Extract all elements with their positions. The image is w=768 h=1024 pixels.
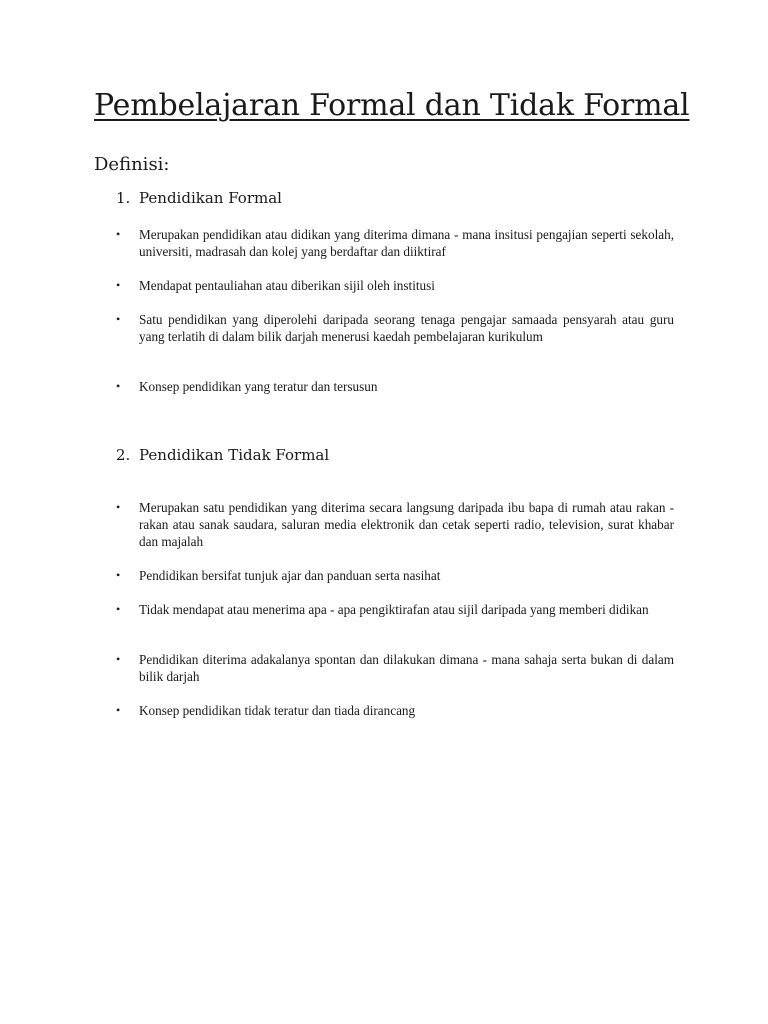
list-item-text: Mendapat pentauliahan atau diberikan sijil oleh institusi (139, 278, 435, 293)
list-item (116, 378, 674, 395)
list-item-text: Konsep pendidikan yang teratur dan tersusun (139, 379, 378, 394)
list-item-text: Pendidikan diterima adakalanya spontan dan dilakukan dimana - mana sahaja serta bukan di dalam bilik darjah (139, 652, 674, 684)
bullet-icon: • (116, 227, 121, 241)
section-heading-tidak-formal (116, 446, 329, 464)
bullet-icon: • (116, 652, 121, 666)
list-item (116, 311, 674, 345)
bullet-icon: • (116, 278, 121, 292)
bullet-icon: • (116, 379, 121, 393)
list-item (116, 651, 674, 685)
list-item-text: Tidak mendapat atau menerima apa - apa pengiktirafan atau sijil daripada yang memberi didikan (139, 602, 649, 617)
list-item-text: Konsep pendidikan tidak teratur dan tiada dirancang (139, 703, 416, 718)
list-item-text: Merupakan pendidikan atau didikan yang diterima dimana - mana insitusi pengajian seperti sekolah, universiti, madrasah dan kolej yang berdaftar dan diiktiraf (139, 227, 674, 259)
bullet-icon: • (116, 312, 121, 326)
section-heading-formal (116, 189, 282, 207)
list-item (116, 499, 674, 550)
list-item-text: Satu pendidikan yang diperolehi daripada seorang tenaga pengajar samaada pensyarah atau guru yang terlatih di dalam bilik darjah menerusi kaedah pembelajaran kurikulum (139, 312, 674, 344)
definition-label: Definisi: (94, 154, 170, 175)
bullet-icon: • (116, 568, 121, 582)
bullet-icon: • (116, 500, 121, 514)
list-item (116, 702, 674, 719)
list-item-text: Pendidikan bersifat tunjuk ajar dan panduan serta nasihat (139, 568, 441, 583)
section-title: Pendidikan Formal (139, 189, 282, 207)
bullet-icon: • (116, 602, 121, 616)
list-item (116, 277, 674, 294)
section-number: 2. (116, 446, 131, 464)
list-item-text: Merupakan satu pendidikan yang diterima secara langsung daripada ibu bapa di rumah atau rakan - rakan atau sanak saudara, saluran media elektronik dan cetak seperti radio, television, surat khabar dan majalah (139, 500, 674, 549)
page-title: Pembelajaran Formal dan Tidak Formal (94, 88, 690, 123)
section-number: 1. (116, 189, 131, 207)
list-item (116, 226, 674, 260)
list-item (116, 567, 674, 584)
bullet-icon: • (116, 703, 121, 717)
list-item (116, 601, 674, 618)
section-title: Pendidikan Tidak Formal (139, 446, 330, 464)
